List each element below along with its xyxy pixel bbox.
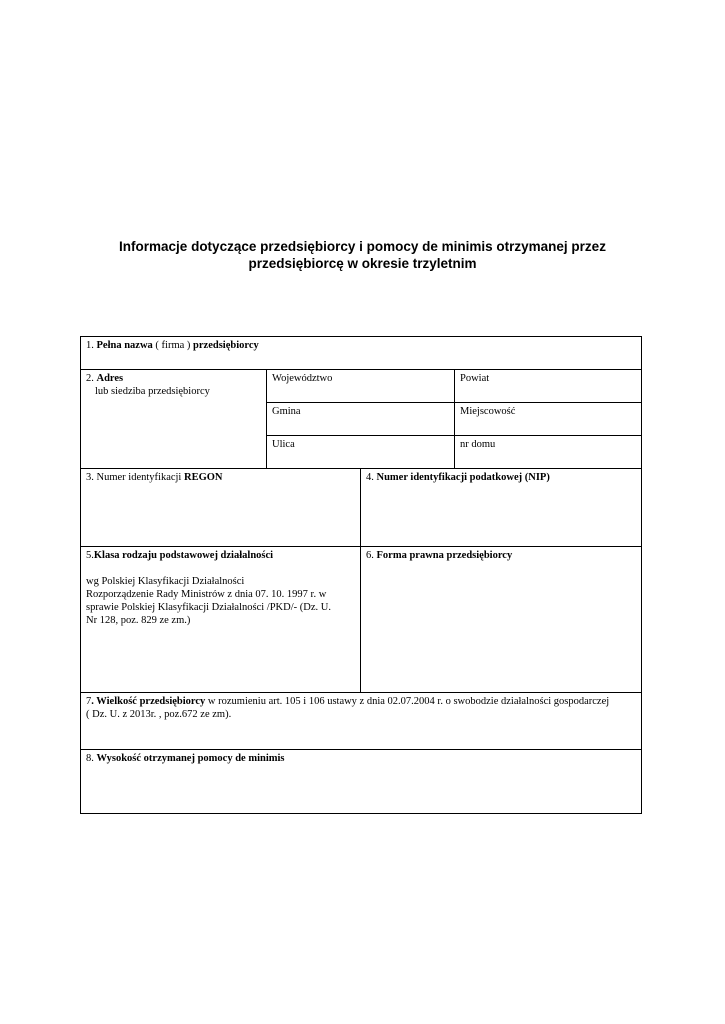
field-nr-domu[interactable] xyxy=(455,436,642,469)
pkd-note-line-1: wg Polskiej Klasyfikacji Działalności xyxy=(86,576,245,587)
field-label-bold: Adres xyxy=(96,373,124,384)
miejscowosc-label: Miejscowość xyxy=(460,406,516,417)
pkd-note-line-2: Rozporządzenie Rady Ministrów z dnia 07. 10. 1997 r. w xyxy=(86,589,327,600)
field-number: 2. xyxy=(86,373,97,384)
wojewodztwo-label: Województwo xyxy=(272,373,333,384)
field-label-bold: Numer identyfikacji podatkowej (NIP) xyxy=(376,472,550,483)
ulica-label: Ulica xyxy=(272,439,295,450)
field-legal-form[interactable] xyxy=(361,547,642,693)
field-number: 1. xyxy=(86,340,97,351)
row-regon-nip xyxy=(81,469,642,547)
document-title xyxy=(90,238,635,272)
field-label-normal: w rozumieniu art. 105 i 106 ustawy z dnia 02.07.2004 r. o swobodzie działalności gospodarczej xyxy=(205,696,610,707)
gmina-label: Gmina xyxy=(272,406,301,417)
field-pkd-class[interactable] xyxy=(81,547,361,693)
form-table xyxy=(80,336,642,814)
field-label-bold: Klasa rodzaju podstawowej działalności xyxy=(93,550,274,561)
title-line-2: przedsiębiorcę w okresie trzyletnim xyxy=(248,256,477,271)
field-company-size[interactable] xyxy=(81,693,642,750)
pkd-note-line-4: Nr 128, poz. 829 ze zm.) xyxy=(86,615,191,626)
row-pkd-forma xyxy=(81,547,642,693)
field-number: 7 xyxy=(86,696,92,707)
field-nip[interactable] xyxy=(361,469,642,547)
field-address-label-cell xyxy=(81,370,267,469)
field-gmina[interactable] xyxy=(267,403,455,436)
row-de-minimis xyxy=(81,750,642,814)
field-wojewodztwo[interactable] xyxy=(267,370,455,403)
field-number: 6. xyxy=(366,550,377,561)
field-company-name[interactable] xyxy=(81,337,642,370)
size-note-line-2: ( Dz. U. z 2013r. , poz.672 ze zm). xyxy=(86,709,232,720)
field-number: 5. xyxy=(86,550,94,561)
field-label-bold: Pełna nazwa xyxy=(96,340,153,351)
row-address-1 xyxy=(81,370,642,403)
field-label-bold-2: przedsiębiorcy xyxy=(193,340,259,351)
field-ulica[interactable] xyxy=(267,436,455,469)
field-de-minimis-amount[interactable] xyxy=(81,750,642,814)
field-label-bold: REGON xyxy=(183,472,223,483)
row-company-name xyxy=(81,337,642,370)
address-sublabel: lub siedziba przedsiębiorcy xyxy=(95,386,210,397)
field-miejscowosc[interactable] xyxy=(455,403,642,436)
title-line-1: Informacje dotyczące przedsiębiorcy i pomocy de minimis otrzymanej przez xyxy=(119,239,606,254)
field-label-normal: Numer identyfikacji xyxy=(96,472,184,483)
powiat-label: Powiat xyxy=(460,373,490,384)
row-company-size xyxy=(81,693,642,750)
pkd-note-line-3: sprawie Polskiej Klasyfikacji Działalności /PKD/- (Dz. U. xyxy=(86,602,331,613)
spacer xyxy=(86,562,355,575)
field-regon[interactable] xyxy=(81,469,361,547)
field-powiat[interactable] xyxy=(455,370,642,403)
field-label-note: ( firma ) xyxy=(152,340,194,351)
field-label-bold: . Wielkość przedsiębiorcy xyxy=(91,696,206,707)
field-label-bold: Wysokość otrzymanej pomocy de minimis xyxy=(96,753,285,764)
field-label-bold: Forma prawna przedsiębiorcy xyxy=(376,550,513,561)
field-number: 3. xyxy=(86,472,97,483)
field-number: 4. xyxy=(366,472,377,483)
nr-domu-label: nr domu xyxy=(460,439,496,450)
field-number: 8. xyxy=(86,753,97,764)
